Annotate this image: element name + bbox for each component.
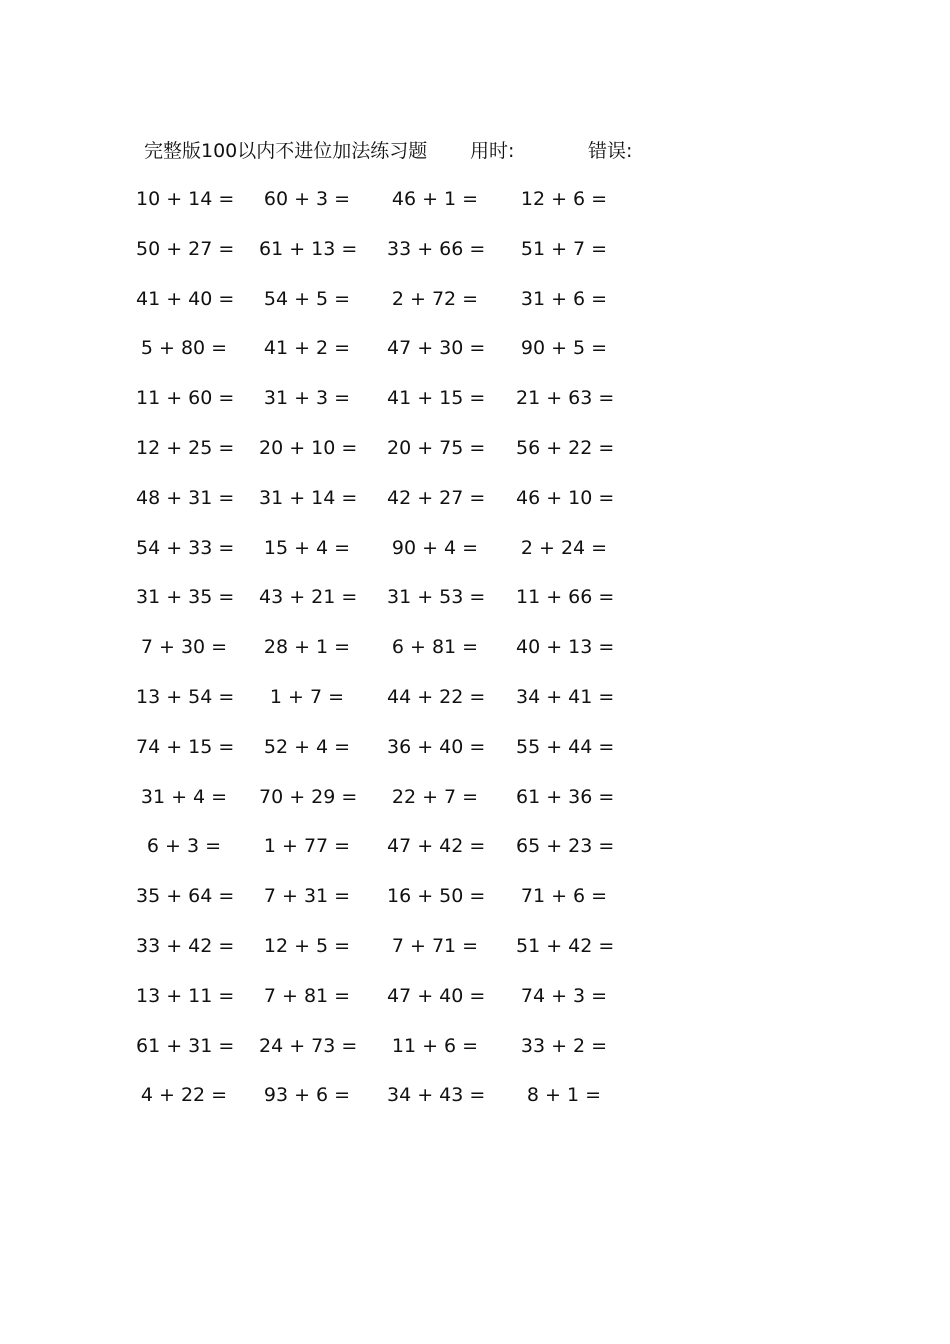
problem-item: 10 + 14 = [136,188,235,210]
problem-item: 16 + 50 = [387,885,486,908]
problem-item: 11 + 6 = [391,1034,479,1057]
worksheet-title: 完整版100以内不进位加法练习题 [144,140,428,162]
problem-item: 93 + 6 = [263,1084,351,1107]
problem-item: 15 + 4 = [263,536,351,559]
problem-item: 7 + 81 = [263,984,351,1007]
problem-item: 2 + 24 = [520,536,608,559]
problem-item: 13 + 11 = [136,984,235,1007]
problem-item: 48 + 31 = [136,486,235,509]
problem-item: 61 + 13 = [259,237,358,260]
problem-item: 51 + 42 = [516,934,615,957]
problem-item: 7 + 31 = [263,885,351,908]
problem-item: 13 + 54 = [136,685,235,708]
problem-item: 7 + 30 = [140,636,228,659]
problem-item: 31 + 4 = [140,785,228,808]
problem-item: 7 + 71 = [391,934,479,957]
problem-item: 31 + 6 = [520,287,608,310]
problem-row [0,286,950,336]
error-count-label: 错误: [588,140,633,162]
problem-item: 51 + 7 = [520,237,608,260]
problem-item: 41 + 15 = [387,387,486,410]
problem-row [0,385,950,435]
problem-row [0,634,950,684]
problem-item: 24 + 73 = [259,1034,358,1057]
problem-item: 65 + 23 = [516,835,615,858]
problem-row [0,1033,950,1083]
problem-item: 12 + 25 = [136,436,235,459]
problem-item: 42 + 27 = [387,486,486,509]
problem-row [0,1082,950,1132]
problem-row [0,236,950,286]
problem-item: 74 + 15 = [136,735,235,758]
problem-row [0,883,950,933]
problem-item: 31 + 14 = [259,486,358,509]
problem-item: 12 + 5 = [263,934,351,957]
problem-row [0,186,950,236]
problem-item: 50 + 27 = [136,237,235,260]
problem-item: 34 + 41 = [516,685,615,708]
problem-item: 28 + 1 = [263,636,351,659]
problem-item: 34 + 43 = [387,1084,486,1107]
problem-item: 11 + 66 = [516,586,615,609]
problem-item: 47 + 30 = [387,337,486,360]
problem-item: 4 + 22 = [140,1084,228,1107]
worksheet-header [0,136,950,166]
problem-item: 41 + 40 = [136,287,235,310]
problem-item: 12 + 6 = [520,188,608,210]
problem-row [0,535,950,585]
problem-item: 22 + 7 = [391,785,479,808]
time-used-label: 用时: [470,140,515,162]
problem-item: 20 + 10 = [259,436,358,459]
problem-item: 6 + 3 = [146,835,222,858]
problem-item: 8 + 1 = [526,1084,602,1107]
problem-row [0,335,950,385]
problem-item: 1 + 77 = [263,835,351,858]
problem-item: 70 + 29 = [259,785,358,808]
problem-row [0,933,950,983]
problem-row [0,435,950,485]
problem-item: 60 + 3 = [263,188,351,210]
problem-item: 43 + 21 = [259,586,358,609]
problem-item: 31 + 53 = [387,586,486,609]
problem-item: 2 + 72 = [391,287,479,310]
problem-item: 52 + 4 = [263,735,351,758]
problem-item: 41 + 2 = [263,337,351,360]
problem-item: 54 + 33 = [136,536,235,559]
problem-item: 46 + 1 = [391,188,479,210]
problem-row [0,784,950,834]
problem-item: 40 + 13 = [516,636,615,659]
problem-item: 74 + 3 = [520,984,608,1007]
problem-item: 54 + 5 = [263,287,351,310]
problem-item: 21 + 63 = [516,387,615,410]
problem-item: 71 + 6 = [520,885,608,908]
problem-grid [0,186,950,1132]
problem-item: 56 + 22 = [516,436,615,459]
problem-row [0,983,950,1033]
problem-row [0,833,950,883]
problem-item: 31 + 3 = [263,387,351,410]
problem-item: 5 + 80 = [140,337,228,360]
problem-item: 90 + 4 = [391,536,479,559]
problem-item: 36 + 40 = [387,735,486,758]
problem-item: 61 + 31 = [136,1034,235,1057]
problem-item: 47 + 42 = [387,835,486,858]
problem-item: 35 + 64 = [136,885,235,908]
problem-item: 20 + 75 = [387,436,486,459]
problem-item: 90 + 5 = [520,337,608,360]
problem-row [0,584,950,634]
problem-item: 33 + 66 = [387,237,486,260]
problem-item: 11 + 60 = [136,387,235,410]
problem-item: 1 + 7 = [269,685,345,708]
problem-item: 31 + 35 = [136,586,235,609]
problem-row [0,485,950,535]
problem-item: 55 + 44 = [516,735,615,758]
problem-item: 33 + 2 = [520,1034,608,1057]
problem-row [0,684,950,734]
problem-item: 6 + 81 = [391,636,479,659]
problem-row [0,734,950,784]
problem-item: 44 + 22 = [387,685,486,708]
problem-item: 46 + 10 = [516,486,615,509]
problem-item: 61 + 36 = [516,785,615,808]
problem-item: 47 + 40 = [387,984,486,1007]
problem-item: 33 + 42 = [136,934,235,957]
